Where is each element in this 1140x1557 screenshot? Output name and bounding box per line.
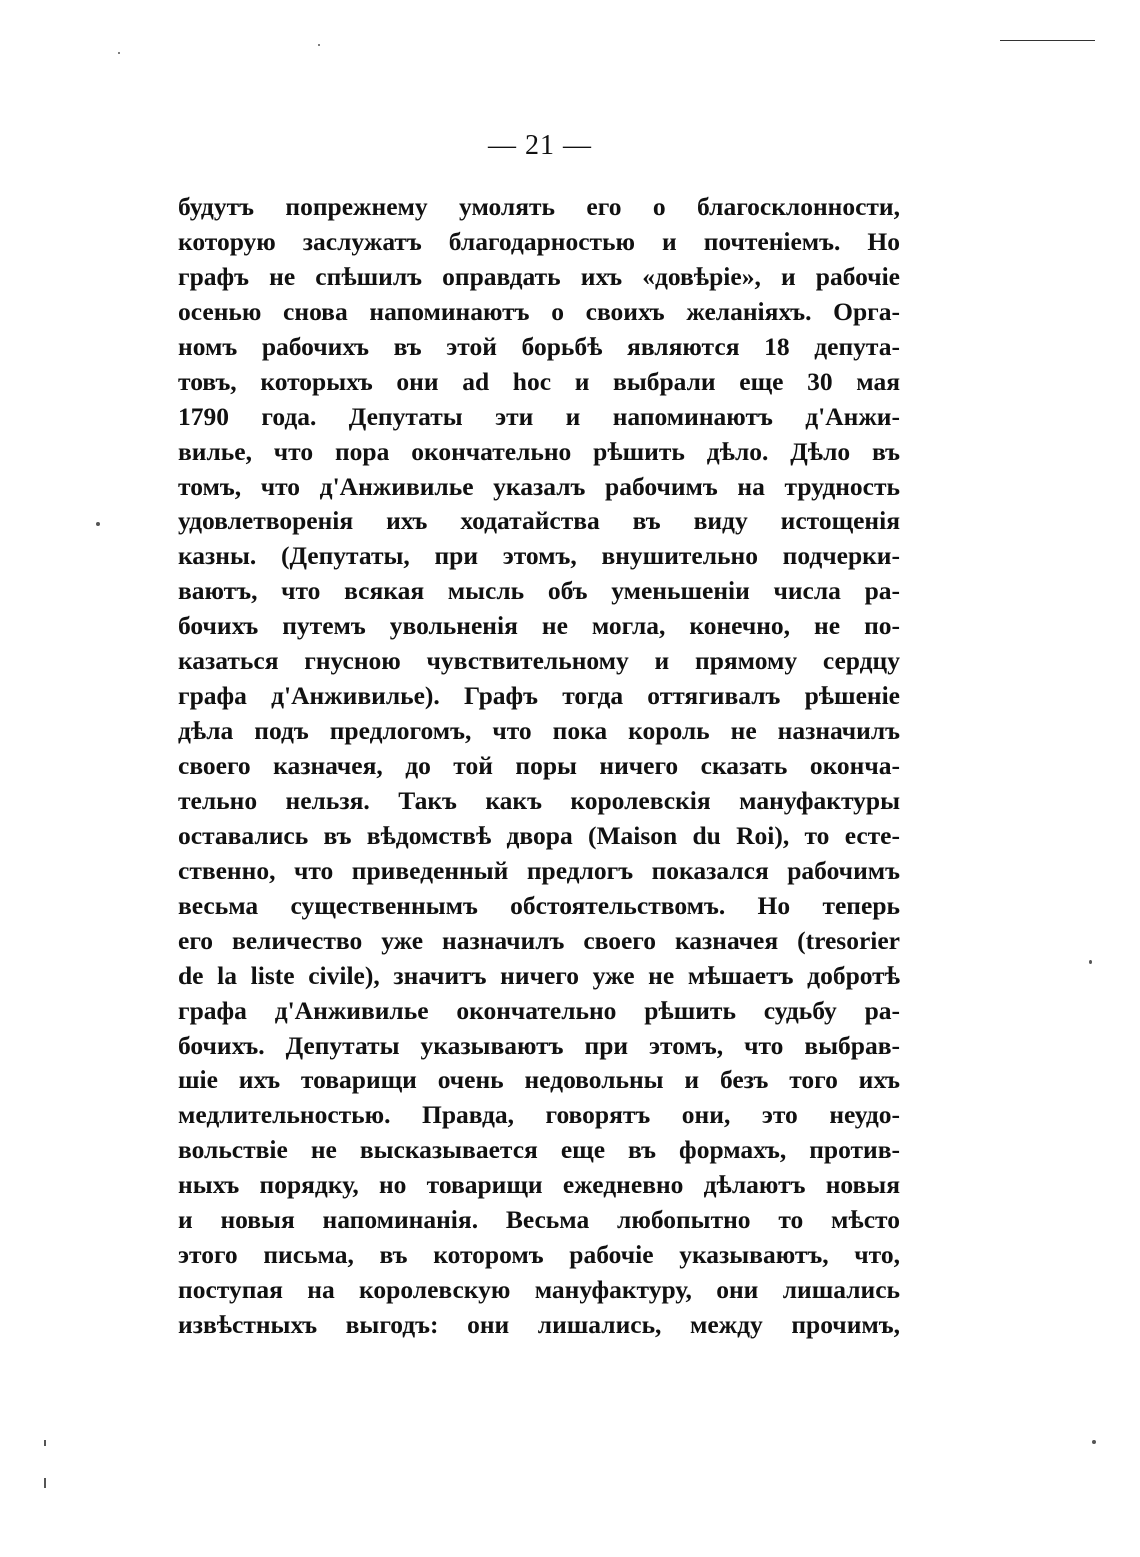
text-line: своего казначея, до той поры ничего сказать оконча- [178,751,900,780]
scan-speck [44,1478,46,1488]
top-rule [1000,40,1095,41]
text-line: извѣстныхъ выгодъ: они лишались, между прочимъ, [178,1310,900,1339]
text-line: ваютъ, что всякая мысль объ уменьшеніи числа ра- [178,576,900,606]
scan-speck [44,1440,46,1446]
text-line: казаться гнусною чувствительному и прямому сердцу [178,646,900,676]
scan-speck [1092,1440,1096,1444]
text-line: оставались въ вѣдомствѣ двора (Maison du Roi), то есте- [178,820,900,850]
text-line: графа д'Анживилье окончательно рѣшить судьбу ра- [178,995,900,1025]
text-line: и новыя напоминанія. Весьма любопытно то мѣсто [178,1205,900,1235]
text-line: шіе ихъ товарищи очень недовольны и безъ того ихъ [178,1065,900,1095]
text-line: ственно, что приведенный предлогъ показался рабочимъ [178,855,900,885]
text-line: этого письма, въ которомъ рабочіе указываютъ, что, [178,1240,900,1270]
text-line: дѣла подъ предлогомъ, что пока король не назначилъ [178,716,900,746]
text-line: его величество уже назначилъ своего казначея (tresorier [178,925,900,955]
scan-speck [318,44,320,46]
text-line: графъ не спѣшилъ оправдать ихъ «довѣріе», и рабочіе [178,261,900,291]
scan-speck [118,52,120,54]
text-line: осенью снова напоминаютъ о своихъ желаніяхъ. Орга- [178,296,900,326]
text-line: тельно нельзя. Такъ какъ королевскія мануфактуры [178,785,900,815]
scan-speck [96,522,100,526]
text-line: удовлетворенія ихъ ходатайства въ виду истощенія [178,506,900,536]
text-line: казны. (Депутаты, при этомъ, внушительно подчерки- [178,541,900,571]
text-line: бочихъ. Депутаты указываютъ при этомъ, что выбрав- [178,1030,900,1060]
text-line: вилье, что пора окончательно рѣшить дѣло. Дѣло въ [178,436,900,466]
text-line: бочихъ путемъ увольненія не могла, конечно, не по- [178,611,900,641]
text-line: томъ, что д'Анживилье указалъ рабочимъ на трудность [178,471,900,501]
text-line: товъ, которыхъ они ad hoc и выбрали еще 30 мая [178,366,900,396]
text-line: de la liste civile), значитъ ничего уже не мѣшаетъ добротѣ [178,960,900,990]
body-text [178,190,900,1343]
text-line: поступая на королевскую мануфактуру, они лишались [178,1275,900,1305]
text-line: медлительностью. Правда, говорятъ они, это неудо- [178,1100,900,1130]
text-line: весьма существеннымъ обстоятельствомъ. Но теперь [178,890,900,920]
text-line: вольствіе не высказывается еще въ формахъ, против- [178,1135,900,1165]
text-line: которую заслужатъ благодарностью и почтеніемъ. Но [178,226,900,256]
text-line: ныхъ порядку, но товарищи ежедневно дѣлаютъ новыя [178,1170,900,1200]
text-line: 1790 года. Депутаты эти и напоминаютъ д'Анжи- [178,401,900,431]
text-line: номъ рабочихъ въ этой борьбѣ являются 18 депута- [178,331,900,361]
text-line: будутъ попрежнему умолять его о благосклонности, [178,192,900,221]
page-number: — 21 — [488,130,592,161]
text-line: графа д'Анживилье). Графъ тогда оттягивалъ рѣшеніе [178,681,900,711]
scan-speck [1089,960,1092,964]
